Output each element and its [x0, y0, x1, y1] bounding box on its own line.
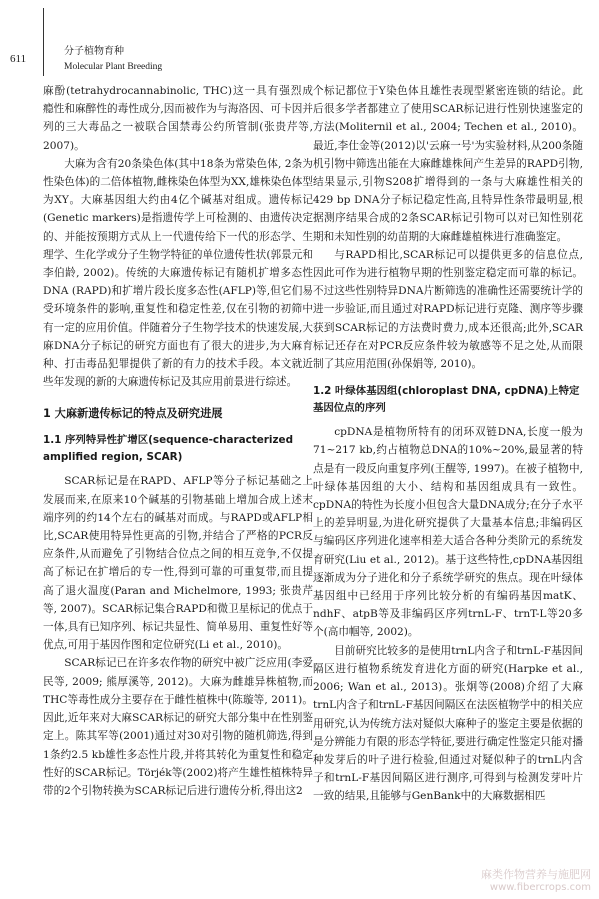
paragraph: 麻酚(tetrahydrocannabinolic, THC)这一具有强烈成瘾性和麻醉性的毒性成分,因而被作为与海洛因、可卡因并列的三大毒品之一被联合国禁毒公约所管制(张贵芹等, 2007)。	[43, 85, 313, 152]
left-column	[43, 82, 313, 800]
paragraph: 与RAPD相比,SCAR标记可以提供更多的信息位点,因此可作为进行植物早期的性别鉴定稳定而可靠的标记。不过这些性别特异DNA片断筛选的准确性还需要统计学的进一步验证,而且通过对RAPD标记进行克隆、测序等步骤获到SCAR标记的方法费时费力,成本还很高;此外,SCAR标记还存在对PCR反应条件较为敏感等不足之处,从而限制了其应用范围(孙保娟等, 2010)。	[313, 248, 583, 371]
paragraph: cpDNA是植物所特有的闭环双链DNA,长度一般为71~217 kb,约占植物总DNA的10%~20%,最显著的特点是有一段反向重复序列(王醒等, 1997)。在被子植物中,叶绿体基因组的大小、结构和基因组成具有一致性。cpDNA的特性为长度小但包含大量DNA成分;在分子水平上的差异明显,为进化研究提供了大量基本信息;非编码区与编码区序列进化速率相差大适合各种分类阶元的系统发育研究(Liu et al., 2012)。基于这些特性,cpDNA基因组逐渐成为分子进化和分子系统学研究的焦点。现在叶绿体基因组中已经用于序列比较分析的有编码基因matK、ndhF、atpB等及非编码区序列trnL-F、trnT-L等20多个(高巾帼等, 2002)。	[313, 426, 583, 639]
paragraph: SCAR标记已在许多农作物的研究中被广泛应用(李爱民等, 2009; 熊厚溪等, 2012)。大麻为雌雄异株植物,而THC等毒性成分主要存在于雌性植株中(陈璇等, 2011)。因此,近年来对大麻SCAR标记的研究大部分集中在性别鉴定上。陈其军等(2001)通过对30对引物的随机筛选,得到1条约2.5 kb雄性多态性片段,并将其转化为重复性和稳定性好的SCAR标记。Törjék等(2002)将产生雄性植株特异带的2个引物转换为SCAR标记后进行遗传分析,得出这2	[43, 657, 313, 797]
paragraph: SCAR标记是在RAPD、AFLP等分子标记基础之上发展而来,在原来10个碱基的引物基础上增加合成上述末端序列的约14个左右的碱基对而成。与RAPD或AFLP相比,SCAR使用特异性更高的引物,并结合了严格的PCR反应条件,从而避免了引物结合位点之间的相互竞争,不仅提高了标记在扩增后的专一性,得到可靠的可重复带,而且提高了退火温度(Paran and Michelmore, 1993; 张贵芹等, 2007)。SCAR标记集合RAPD和微卫星标记的优点于一体,具有已知序列、标记共显性、简单易用、重复性好等优点,可用于基因作图和定位研究(Li et al., 2010)。	[43, 475, 313, 652]
journal-title-en: Molecular Plant Breeding	[64, 62, 163, 72]
subsection-heading: 1.1 序列特异性扩增区(sequence-characterized amplified region, SCAR)	[43, 434, 294, 464]
watermark-url: www.fibercrops.com	[489, 882, 591, 893]
watermark	[481, 866, 591, 893]
header-divider	[43, 8, 44, 76]
paragraph: 目前研究比较多的是使用trnL内含子和trnL-F基因间隔区进行植物系统发育进化方面的研究(Harpke et al., 2006; Wan et al., 2013)。张炯等(2008)介绍了大麻trnL内含子和trnL-F基因间隔区在法医植物学中的相关应用研究,认为传统方法对疑似大麻种子的鉴定主要是依据的是分辨能力有限的形态学特征,要进行确定性鉴定只能对播种发芽后的叶子进行检验,但通过对疑似种子的trnL内含子和trnL-F基因间隔区进行测序,可得到与检测发芽叶片一致的结果,且能够与GenBank中的大麻数据相匹	[313, 644, 583, 803]
right-column	[313, 82, 583, 806]
journal-title-cn: 分子植物育种	[64, 46, 124, 57]
subsection-heading: 1.2 叶绿体基因组(chloroplast DNA, cpDNA)上特定基因位点的序列	[313, 385, 580, 415]
paragraph: 大麻为含有20条染色体(其中18条为常染色体, 2条为性染色体)的二倍体植物,雌株染色体型为XX,雄株染色体型为XY。大麻基因组大约由4亿个碱基对组成。遗传标记(Genetic markers)是指遗传学上可检测的、由遗传决定的、并能按预期方式从上一代遗传给下一代的形态学、生理学、生化学或分子生物学特征的单位遗传性状(郭景元和李伯龄, 2002)。传统的大麻遗传标记有随机扩增多态性DNA (RAPD)和扩增片段长度多态性(AFLP)等,但它们易受环境条件的影响,重复性和稳定性差,仅在引物的初筛中有一定的应用价值。伴随着分子生物学技术的快速发展,大麻DNA分子标记的研究方面也有了很大的进步,为大麻育种、打击毒品犯罪提供了新的有力的技术手段。本文就近些年发现的新的大麻遗传标记及其应用前景进行综述。	[43, 157, 313, 389]
page-number: 611	[10, 53, 27, 65]
page-header	[0, 0, 599, 78]
paragraph: 个标记都位于Y染色体且雄性表现型紧密连锁的结论。此后很多学者都建立了使用SCAR标记进行性别快速鉴定的方法(Moliternil et al., 2004; Techen et al., 2010)。最近,李仕金等(2012)以'云麻一号'为实验材料,从200条随机引物中筛选出能在大麻雌雄株间产生差异的RAPD引物,结果显示,引物S208扩增得到的一条与大麻雄性相关的429 bp DNA分子标记稳定性高,且特异性条带最明显,根据测序结果合成的2条SCAR标记引物可以对已知性别花期和未知性别的幼苗期的大麻雌雄植株进行准确鉴定。	[313, 85, 583, 243]
section-heading: 1 大麻新遗传标记的特点及研究进展	[43, 407, 223, 421]
watermark-title: 麻类作物营养与施肥网	[481, 868, 591, 881]
